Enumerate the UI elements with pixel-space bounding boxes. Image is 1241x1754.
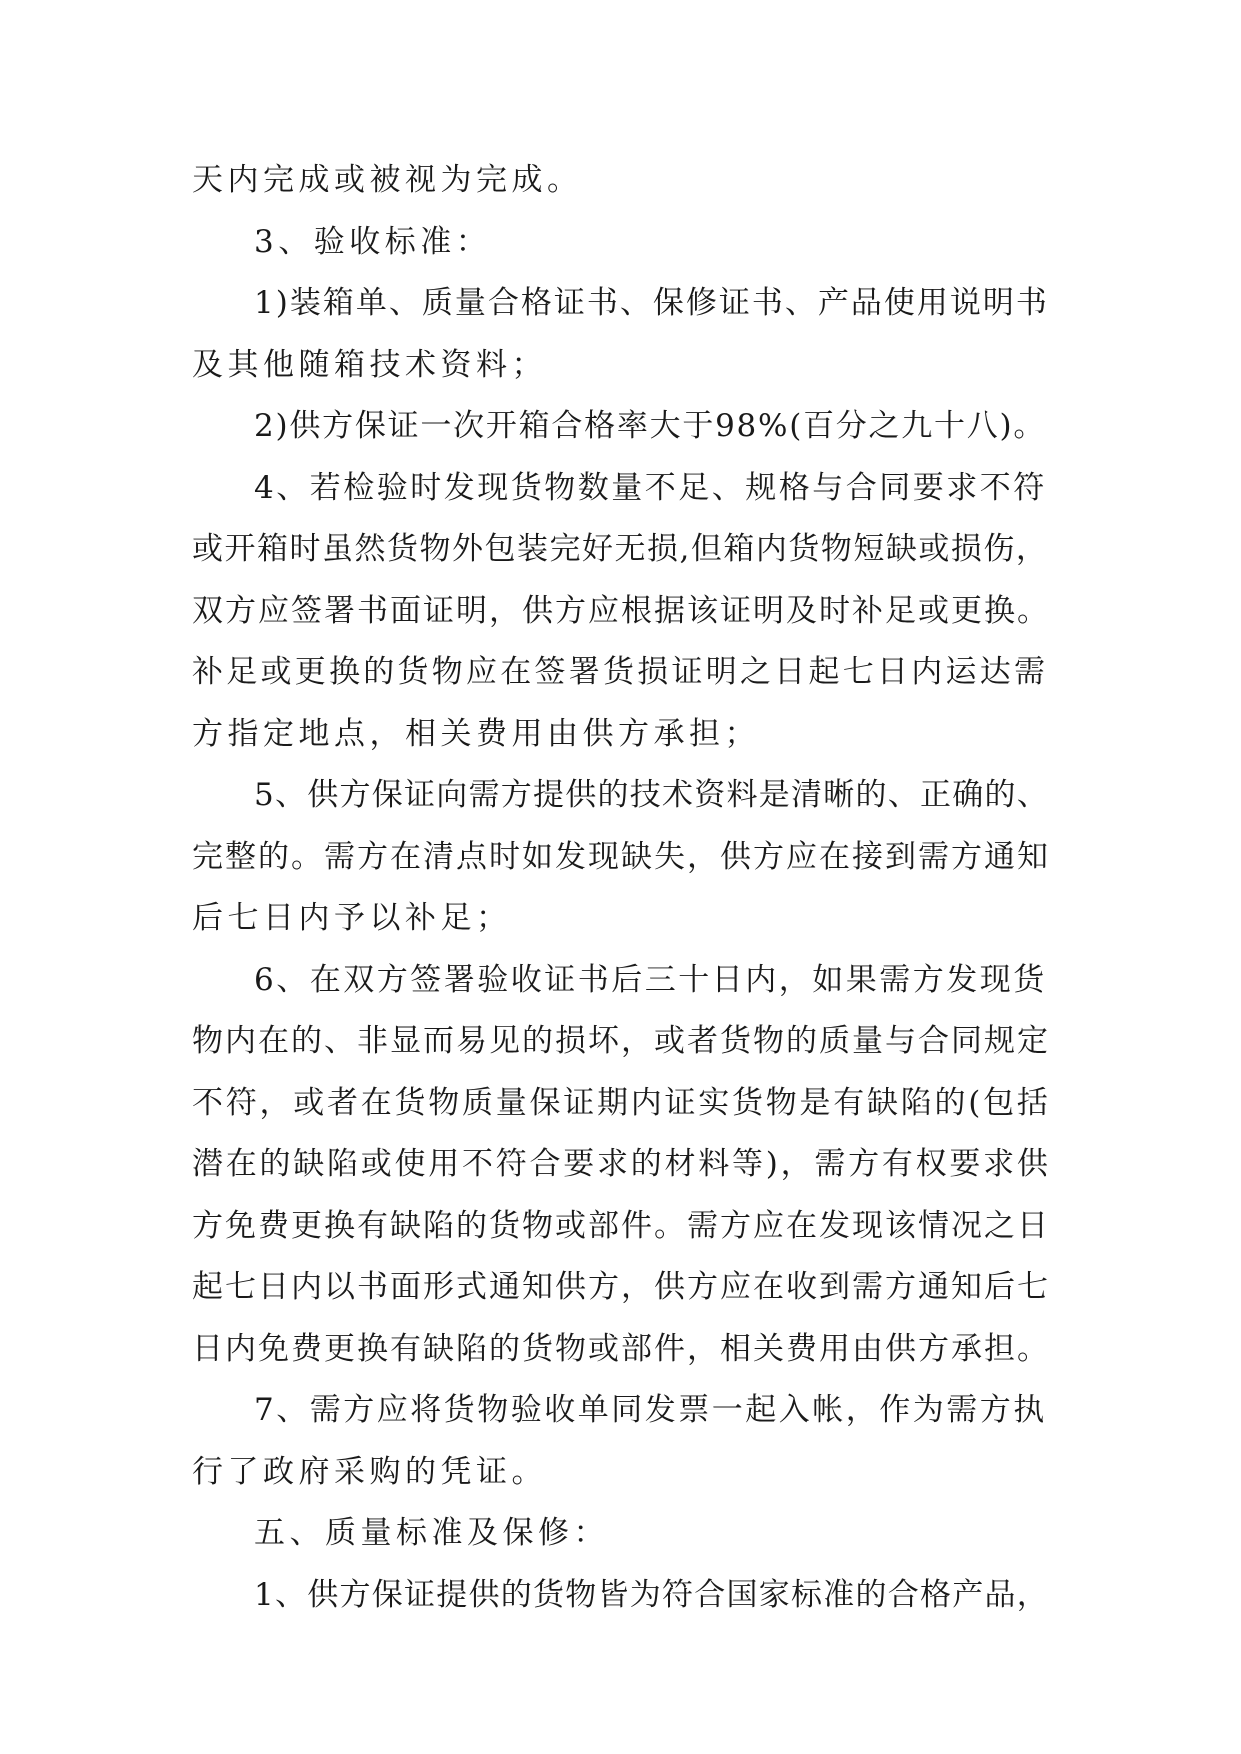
text-line: 完整的。需方在清点时如发现缺失，供方应在接到需方通知 <box>192 838 1050 875</box>
text-line: 或开箱时虽然货物外包装完好无损,但箱内货物短缺或损伤， <box>192 531 1049 567</box>
text-line: 潜在的缺陷或使用不符合要求的材料等)，需方有权要求供 <box>192 1146 1051 1182</box>
text-line: 1、供方保证提供的货物皆为符合国家标准的合格产品， <box>254 1576 1049 1613</box>
text-line: 不符，或者在货物质量保证期内证实货物是有缺陷的(包括 <box>192 1084 1051 1121</box>
document-body <box>192 150 1052 1626</box>
text-line: 3、验收标准： <box>254 223 492 260</box>
text-line: 补足或更换的货物应在签署货损证明之日起七日内运达需 <box>192 654 1049 690</box>
text-line: 双方应签署书面证明，供方应根据该证明及时补足或更换。 <box>192 592 1050 629</box>
text-line: 7、需方应将货物验收单同发票一起入帐，作为需方执 <box>254 1392 1047 1428</box>
text-line: 行了政府采购的凭证。 <box>192 1453 547 1490</box>
text-line: 1)装箱单、质量合格证书、保修证书、产品使用说明书 <box>254 285 1049 321</box>
text-line: 4、若检验时发现货物数量不足、规格与合同要求不符 <box>254 469 1047 506</box>
text-line: 及其他随箱技术资料； <box>192 346 547 383</box>
text-line: 天内完成或被视为完成。 <box>192 162 583 198</box>
text-line: 物内在的、非显而易见的损坏，或者货物的质量与合同规定 <box>192 1023 1050 1059</box>
text-line: 6、在双方签署验收证书后三十日内，如果需方发现货 <box>254 961 1047 998</box>
text-line: 5、供方保证向需方提供的技术资料是清晰的、正确的、 <box>254 777 1049 813</box>
text-line: 方免费更换有缺陷的货物或部件。需方应在发现该情况之日 <box>192 1207 1050 1244</box>
text-line: 起七日内以书面形式通知供方，供方应在收到需方通知后七 <box>192 1269 1050 1305</box>
text-line: 五、质量标准及保修： <box>254 1515 609 1551</box>
text-line: 方指定地点，相关费用由供方承担； <box>192 715 760 752</box>
text-line: 后七日内予以补足； <box>192 900 512 936</box>
text-line: 日内免费更换有缺陷的货物或部件，相关费用由供方承担。 <box>192 1330 1050 1367</box>
text-line: 2)供方保证一次开箱合格率大于98%(百分之九十八)。 <box>254 408 1047 444</box>
